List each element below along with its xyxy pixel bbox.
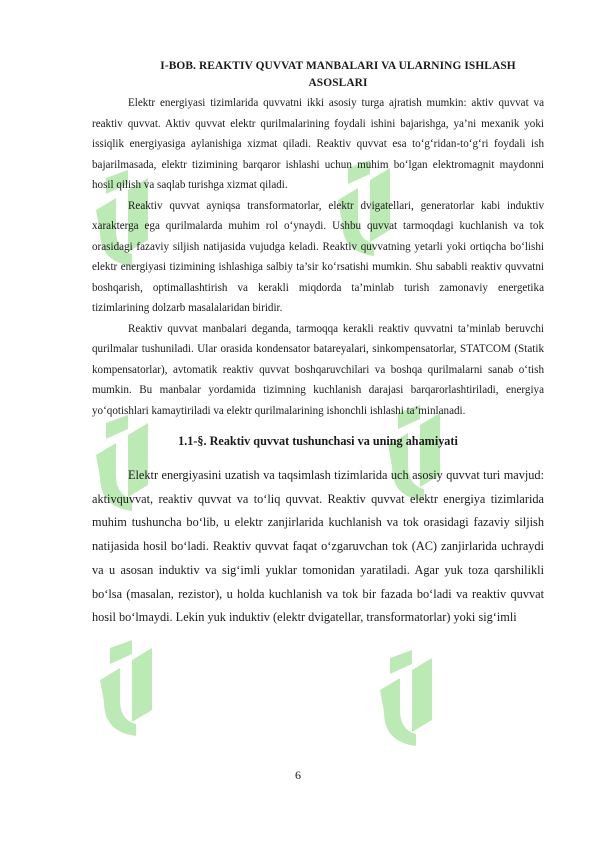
page-number: 6 — [295, 768, 301, 782]
intro-paragraph: Elektr energiyasi tizimlarida quvvatni ikki asosiy turga ajratish mumkin: aktiv quvvat va reaktiv quvvat. Aktiv quvvat elektr qurilmalarining foydali ishini bajarishga, ya’ni mexanik yoki issiqlik energiyasiga aylanishiga xizmat qiladi. Reaktiv quvvat esa to‘g‘ridan-to‘g‘ri foydali ish bajarilmasada, elektr tizimining barqaror ishlashi uchun muhim bo‘lgan elektromagnit maydonni hosil qilish va saqlab turishga xizmat qiladi. — [92, 97, 544, 191]
section-paragraph: Elektr energiyasini uzatish va taqsimlash tizimlarida uch asosiy quvvat turi mavjud: aktivquvvat, reaktiv quvvat va to‘liq quvvat. Reaktiv quvvat elektr energiya tizimlarida muhim tushuncha bo‘lib, u elektr zanjirlarida kuchlanish va tok orasidagi fazaviy siljish natijasida hosil bo‘ladi. Reaktiv quvvat faqat o‘zgaruvchan tok (AC) zanjirlarida uchraydi va u asosan induktiv va sig‘imli yuklar tomonidan yaratiladi. Agar yuk toza qarshilikli bo‘lsa (masalan, rezistor), u holda kuchlanish va tok bir fazada bo‘ladi va reaktiv quvvat hosil bo‘lmaydi. Lekin yuk induktiv (elektr dvigatellar, transformatorlar) yoki sig‘imli — [92, 468, 544, 625]
page-content — [92, 58, 544, 630]
intro-paragraph: Reaktiv quvvat manbalari deganda, tarmoqqa kerakli reaktiv quvvatni ta’minlab beruvchi qurilmalar tushuniladi. Ular orasida kondensator batareyalari, sinkompensatorlar, STATCOM (Statik kompensatorlar), avtomatik reaktiv quvvat boshqaruvchilari va boshqa qurilmalarni sanab o‘tish mumkin. Bu manbalar yordamida tizimning kuchlanish darajasi barqarorlashtiriladi, energiya yo‘qotishlari kamaytiriladi va elektr qurilmalarining ishonchli ishlashi ta’minlanadi. — [92, 322, 544, 417]
watermark-logo-icon — [372, 650, 442, 760]
section-title: 1.1-§. Reaktiv quvvat tushunchasi va uning ahamiyati — [178, 434, 458, 448]
chapter-title: I-BOB. REAKTIV QUVVAT MANBALARI VA ULARNING ISHLASH ASOSLARI — [160, 60, 516, 89]
intro-paragraph: Reaktiv quvvat ayniqsa transformatorlar, elektr dvigatellari, generatorlar kabi induktiv xarakterga ega qurilmalarda muhim rol o‘ynaydi. Ushbu quvvat tarmoqdagi kuchlanish va tok orasidagi fazaviy siljish natijasida vujudga keladi. Reaktiv quvvatning yetarli yoki ortiqcha bo‘lishi elektr energiyasi tizimining ishlashiga salbiy ta’sir ko‘rsatishi mumkin. Shu sababli reaktiv quvvatni boshqarish, optimallashtirish va kerakli miqdorda ta’minlab turish zamonaviy energetika tizimlarining dolzarb masalalaridan biridir. — [92, 199, 544, 314]
watermark-logo-icon — [92, 640, 162, 750]
